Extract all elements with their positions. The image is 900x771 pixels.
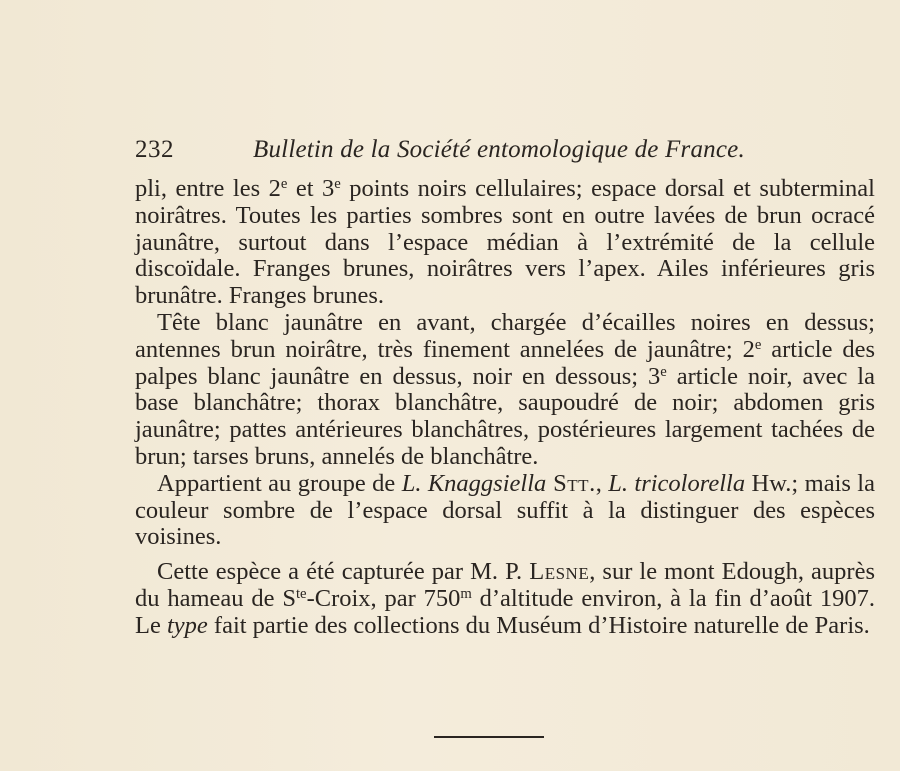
superscript: e [280, 175, 288, 192]
body-text [135, 176, 875, 640]
text-run: Appartient au groupe de [157, 469, 402, 497]
text-run: pli, entre les 2 [135, 175, 281, 202]
superscript: e [660, 363, 667, 380]
species-name: L. tricolorella [608, 469, 746, 497]
paragraph-3 [135, 471, 875, 551]
text-run: Hw.; mais la couleur sombre de l’espace dorsal suffit à la distinguer des espèces voisines. [135, 469, 875, 551]
species-name: L. Knaggsiella [401, 469, 547, 497]
running-title: Bulletin de la Société entomologique de France. [253, 136, 745, 163]
superscript: m [460, 585, 472, 602]
superscript: te [295, 585, 307, 602]
page-number: 232 [135, 136, 174, 163]
page-header [135, 136, 875, 170]
footer-rule [434, 736, 544, 738]
text-run: Tête blanc jaunâtre en avant, chargée d’écailles noires en dessus; antennes brun noirâtre, très finement annelées de jaunâtre; 2 [135, 308, 875, 363]
text-run: , sur le mont Edough, auprès du hameau de S [135, 558, 875, 612]
author-abbrev: Stt. [546, 469, 596, 497]
text-run: article des palpes blanc jaunâtre en dessus, noir en dessous; 3 [135, 335, 875, 390]
collector-name: Lesne [529, 558, 590, 586]
text-run: Cette espèce a été capturée par M. P. [157, 558, 530, 586]
text-run: -Croix, par 750 [306, 584, 461, 612]
text-run: points noirs cellulaires; espace dorsal et subterminal noirâtres. Toutes les parties sombres sont en outre lavées de brun ocracé jaunâtre, surtout dans l’espace médian à l’extrémité de la cellule discoïdale. Franges brunes, noirâtres vers l’apex. Ailes inférieures gris brunâtre. Franges brunes. [135, 175, 875, 310]
superscript: e [334, 175, 341, 192]
text-run: article noir, avec la base blanchâtre; thorax blanchâtre, saupoudré de noir; abdomen gris jaunâtre; pattes antérieures blanchâtres, postérieures largement tachées de brun; tarses bruns, annelés de blanchâtre. [135, 362, 875, 470]
superscript: e [754, 336, 762, 353]
text-run: et 3 [287, 175, 335, 202]
text-run: d’altitude environ, à la fin d’août 1907. Le [135, 584, 876, 639]
text-run: , [595, 469, 609, 497]
text-run: fait partie des collections du Muséum d’Histoire naturelle de Paris. [207, 611, 870, 639]
paragraph-4 [135, 559, 875, 639]
paragraph-1 [135, 176, 875, 310]
emphasis: type [166, 611, 208, 639]
paragraph-2 [135, 310, 875, 471]
